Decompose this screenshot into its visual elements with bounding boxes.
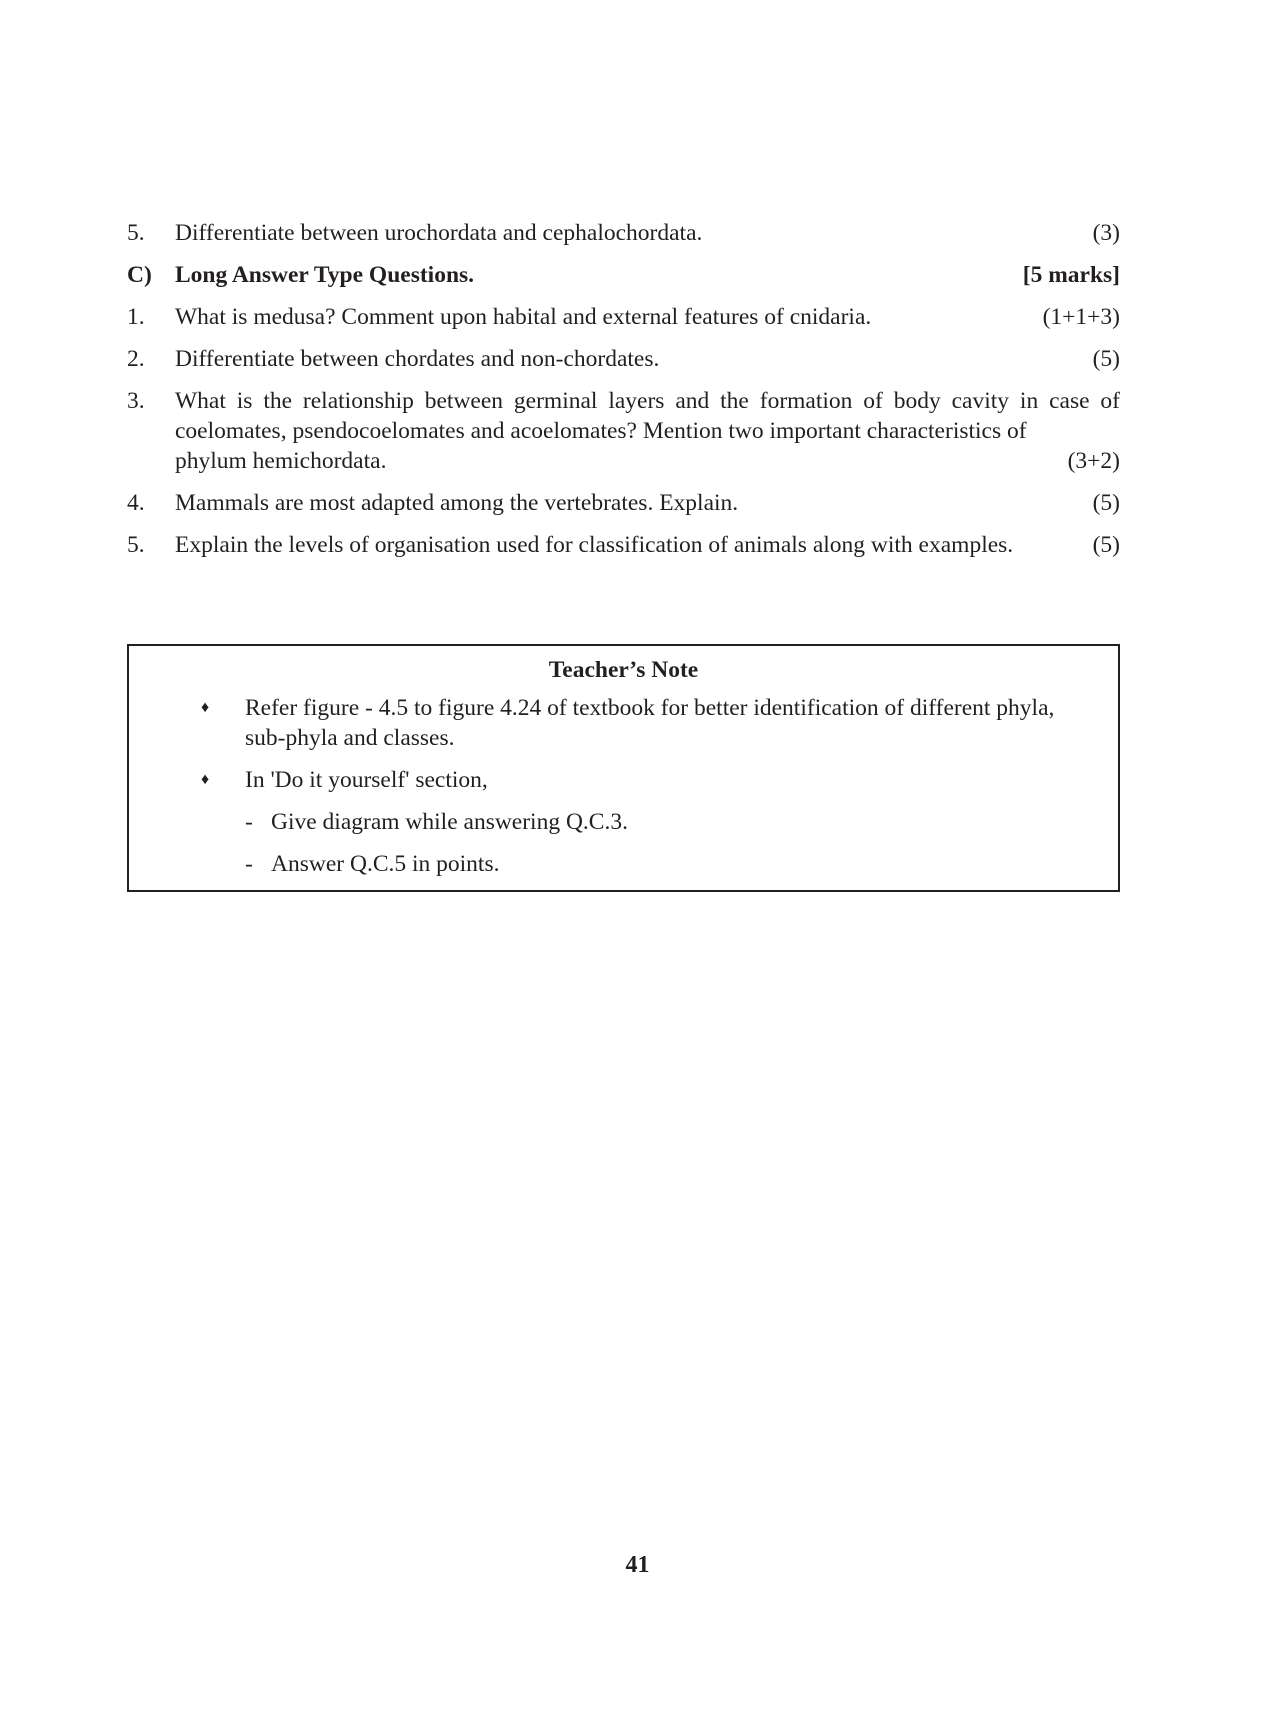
- section-label: C): [127, 262, 152, 288]
- question-row: [127, 302, 1120, 332]
- section-title: Long Answer Type Questions.: [175, 262, 475, 288]
- diamond-bullet-icon: ♦: [201, 699, 210, 716]
- questions-content: [127, 218, 1120, 572]
- question-number: 5.: [127, 220, 145, 246]
- question-text: Differentiate between chordates and non-chordates.: [175, 346, 660, 372]
- question-text: Mammals are most adapted among the vertebrates. Explain.: [175, 490, 739, 516]
- page-number: 41: [625, 1552, 650, 1578]
- question-marks: (3): [1092, 220, 1120, 246]
- question-number: 4.: [127, 490, 145, 516]
- section-marks: [5 marks]: [1022, 262, 1120, 288]
- question-number: 1.: [127, 304, 145, 330]
- note-item: [201, 765, 1058, 795]
- question-text-tail: phylum hemichordata.: [175, 448, 387, 474]
- section-heading: [127, 260, 1120, 290]
- note-sub-item: [245, 807, 1118, 837]
- question-row: [127, 344, 1120, 374]
- question-row: [127, 386, 1120, 476]
- note-item-text: Refer figure - 4.5 to figure 4.24 of textbook for better identification of different phyla, sub-phyla and classes.: [245, 695, 1055, 751]
- question-marks: (5): [1092, 532, 1120, 558]
- question-row: [127, 218, 1120, 248]
- question-row: [127, 530, 1120, 560]
- question-text: What is the relationship between germinal layers and the formation of body cavity in case of coelomates, psendocoelomates and acoelomates? Mention two important characteristics of: [175, 388, 1120, 444]
- question-marks: (3+2): [1067, 448, 1120, 474]
- note-sub-item: [245, 849, 1118, 879]
- question-marks: (5): [1092, 490, 1120, 516]
- note-sub-item-text: Give diagram while answering Q.C.3.: [271, 809, 628, 835]
- question-number: 5.: [127, 532, 145, 558]
- question-text: What is medusa? Comment upon habital and external features of cnidaria.: [175, 304, 872, 330]
- dash-bullet-icon: -: [245, 851, 253, 877]
- diamond-bullet-icon: ♦: [201, 771, 210, 788]
- question-marks: (5): [1092, 346, 1120, 372]
- note-item: [201, 693, 1058, 753]
- note-sub-item-text: Answer Q.C.5 in points.: [271, 851, 500, 877]
- dash-bullet-icon: -: [245, 809, 253, 835]
- note-item-text: In 'Do it yourself' section,: [245, 767, 488, 793]
- teachers-note-box: [127, 644, 1120, 892]
- teachers-note-sub-list: [129, 807, 1118, 879]
- teachers-note-list: [129, 693, 1118, 795]
- question-number: 3.: [127, 388, 145, 414]
- teachers-note-title: Teacher’s Note: [548, 657, 699, 683]
- question-row: [127, 488, 1120, 518]
- question-text: Explain the levels of organisation used for classification of animals along with examples.: [175, 532, 1014, 558]
- question-text: Differentiate between urochordata and cephalochordata.: [175, 220, 703, 246]
- question-number: 2.: [127, 346, 145, 372]
- question-marks: (1+1+3): [1042, 304, 1120, 330]
